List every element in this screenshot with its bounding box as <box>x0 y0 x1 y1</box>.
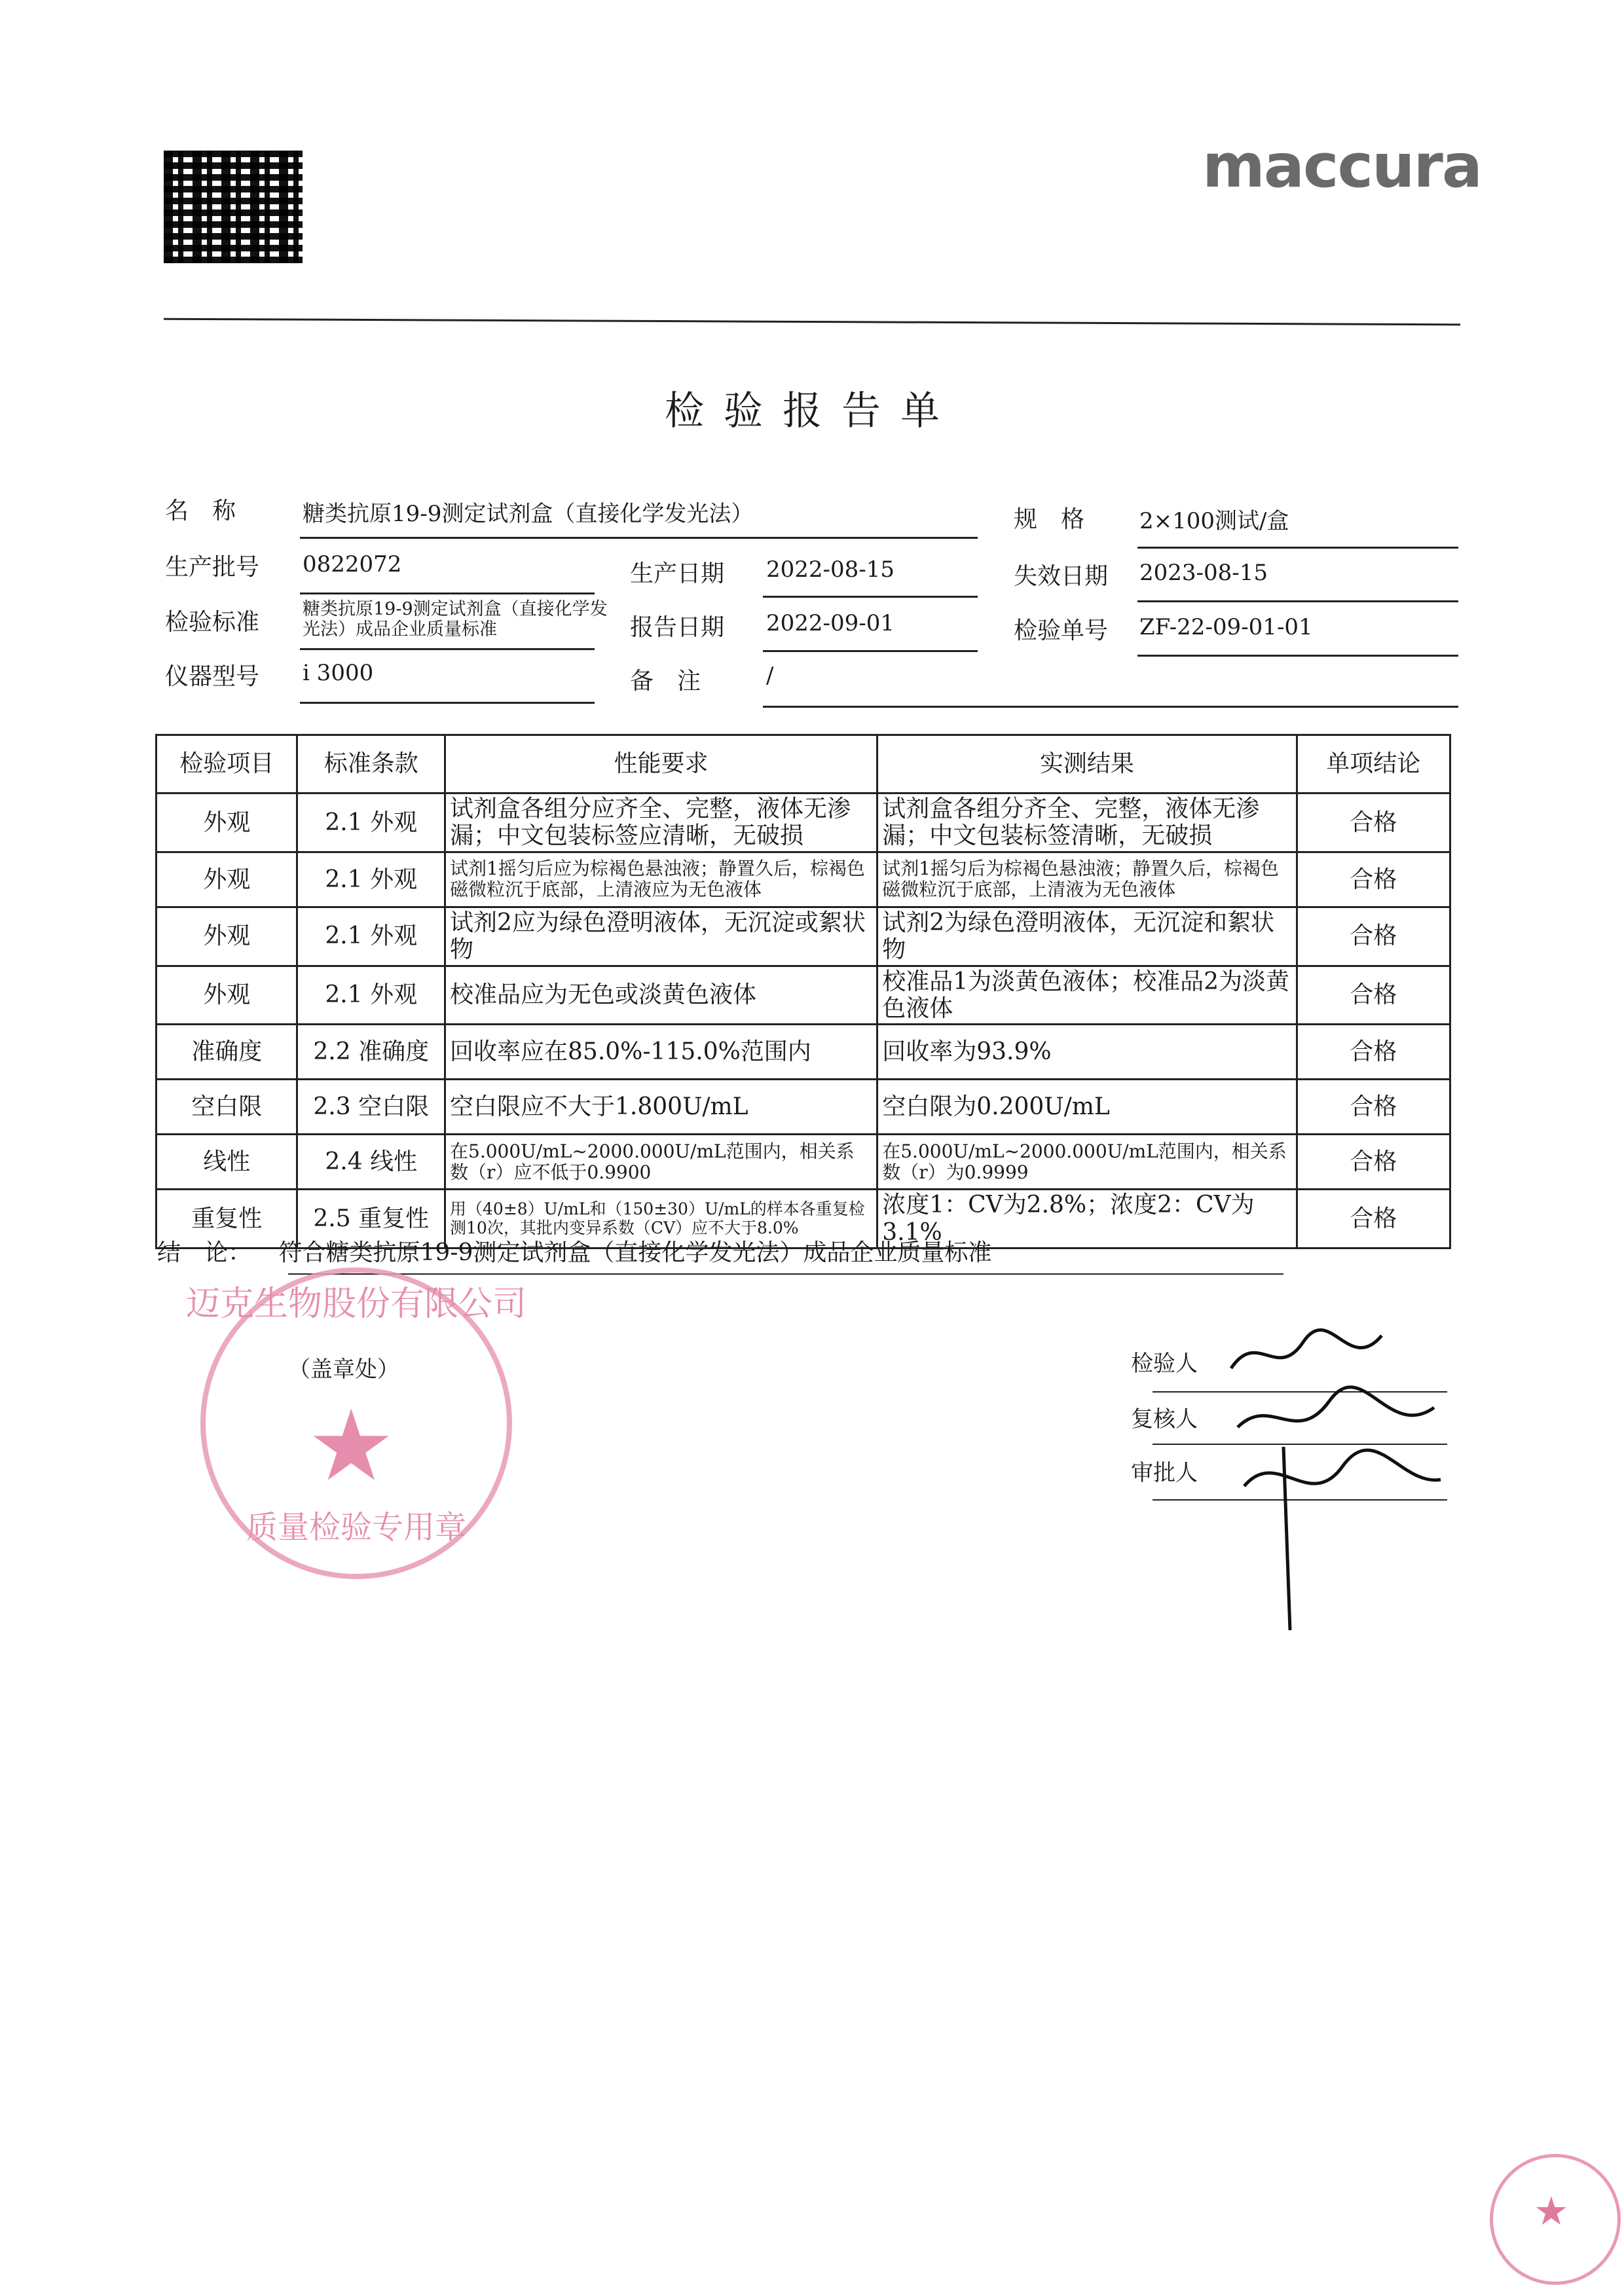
spec-value: 2×100测试/盒 <box>1139 508 1289 534</box>
exp-date: 2023-08-15 <box>1139 560 1268 586</box>
underline <box>300 592 595 594</box>
underline <box>763 650 978 652</box>
header-divider <box>164 318 1460 326</box>
underline <box>300 537 978 539</box>
report-no-label: 检验单号 <box>1014 617 1109 644</box>
clause: 2.1 外观 <box>297 907 445 966</box>
table-row <box>157 1135 1450 1190</box>
instrument-value: i 3000 <box>303 660 374 686</box>
corner-seal <box>1490 2154 1621 2285</box>
requirement: 试剂2应为绿色澄明液体，无沉淀或絮状物 <box>445 907 877 966</box>
exp-date-label: 失效日期 <box>1014 563 1109 590</box>
result: 回收率为93.9% <box>877 1025 1297 1080</box>
lot-value: 0822072 <box>303 551 402 577</box>
star-icon: ★ <box>307 1389 396 1503</box>
instrument-label: 仪器型号 <box>165 663 260 690</box>
clause: 2.1 外观 <box>297 793 445 852</box>
header-result: 实测结果 <box>877 735 1297 793</box>
underline <box>763 596 978 598</box>
item: 准确度 <box>157 1025 297 1080</box>
report-title: 检验报告单 <box>665 388 959 434</box>
conclusion <box>157 1234 991 1267</box>
standard-label: 检验标准 <box>165 609 260 636</box>
requirement: 回收率应在85.0%-115.0%范围内 <box>445 1025 877 1080</box>
qr-code <box>164 151 303 263</box>
item: 外观 <box>157 966 297 1025</box>
item: 外观 <box>157 852 297 907</box>
verdict: 合格 <box>1297 966 1450 1025</box>
company-logo: maccura <box>1202 131 1481 201</box>
header-clause: 标准条款 <box>297 735 445 793</box>
requirement: 空白限应不大于1.800U/mL <box>445 1080 877 1135</box>
verdict: 合格 <box>1297 852 1450 907</box>
conclusion-text: 符合糖类抗原19-9测定试剂盒（直接化学发光法）成品企业质量标准 <box>278 1239 992 1266</box>
requirement: 在5.000U/mL~2000.000U/mL范围内，相关系数（r）应不低于0.9900 <box>445 1135 877 1190</box>
seal-purpose: 质量检验专用章 <box>246 1509 466 1546</box>
lot-label: 生产批号 <box>165 554 260 581</box>
underline <box>300 648 595 650</box>
requirement: 试剂盒各组分应齐全、完整，液体无渗漏；中文包装标签应清晰，无破损 <box>445 793 877 852</box>
result: 空白限为0.200U/mL <box>877 1080 1297 1135</box>
verdict: 合格 <box>1297 1025 1450 1080</box>
report-date-label: 报告日期 <box>630 614 725 641</box>
item: 外观 <box>157 793 297 852</box>
table-row <box>157 907 1450 966</box>
item: 外观 <box>157 907 297 966</box>
mfg-date-label: 生产日期 <box>630 560 725 587</box>
handwritten-signatures <box>1218 1316 1467 1643</box>
clause: 2.1 外观 <box>297 852 445 907</box>
clause: 2.5 重复性 <box>297 1190 445 1248</box>
requirement: 用（40±8）U/mL和（150±30）U/mL的样本各重复检测10次，其批内变异系数（CV）应不大于8.0% <box>445 1190 877 1248</box>
report-no: ZF-22-09-01-01 <box>1139 614 1313 640</box>
verdict: 合格 <box>1297 907 1450 966</box>
seal-area-label: （盖章处） <box>288 1357 399 1383</box>
mfg-date: 2022-08-15 <box>766 556 895 583</box>
verdict: 合格 <box>1297 1080 1450 1135</box>
table-row <box>157 1080 1450 1135</box>
requirement: 校准品应为无色或淡黄色液体 <box>445 966 877 1025</box>
inspector-label: 检验人 <box>1131 1351 1198 1377</box>
verdict: 合格 <box>1297 793 1450 852</box>
name-label: 名 称 <box>165 498 236 524</box>
header-verdict: 单项结论 <box>1297 735 1450 793</box>
underline <box>763 706 1458 708</box>
note-value: / <box>766 663 774 689</box>
underline <box>288 1273 1283 1275</box>
standard-value: 糖类抗原19-9测定试剂盒（直接化学发光法）成品企业质量标准 <box>303 599 608 640</box>
underline <box>1137 655 1458 657</box>
clause: 2.2 准确度 <box>297 1025 445 1080</box>
seal-company: 迈克生物股份有限公司 <box>186 1285 527 1324</box>
note-label: 备 注 <box>630 668 701 695</box>
item: 线性 <box>157 1135 297 1190</box>
item: 重复性 <box>157 1190 297 1248</box>
table-header-row <box>157 735 1450 793</box>
result: 浓度1：CV为2.8%；浓度2：CV为3.1% <box>877 1190 1297 1248</box>
result: 试剂2为绿色澄明液体，无沉淀和絮状物 <box>877 907 1297 966</box>
underline <box>1137 600 1458 602</box>
verdict: 合格 <box>1297 1135 1450 1190</box>
result: 试剂盒各组分齐全、完整，液体无渗漏；中文包装标签清晰，无破损 <box>877 793 1297 852</box>
clause: 2.1 外观 <box>297 966 445 1025</box>
table-row <box>157 793 1450 852</box>
underline <box>1137 547 1458 549</box>
reviewer-label: 复核人 <box>1131 1406 1198 1432</box>
spec-label: 规 格 <box>1014 506 1085 533</box>
clause: 2.3 空白限 <box>297 1080 445 1135</box>
item: 空白限 <box>157 1080 297 1135</box>
header-requirement: 性能要求 <box>445 735 877 793</box>
star-icon: ★ <box>1534 2189 1569 2234</box>
requirement: 试剂1摇匀后应为棕褐色悬浊液；静置久后，棕褐色磁微粒沉于底部，上清液应为无色液体 <box>445 852 877 907</box>
result: 校准品1为淡黄色液体；校准品2为淡黄色液体 <box>877 966 1297 1025</box>
result: 在5.000U/mL~2000.000U/mL范围内，相关系数（r）为0.9999 <box>877 1135 1297 1190</box>
report-date: 2022-09-01 <box>766 610 895 636</box>
table-row <box>157 966 1450 1025</box>
table-row <box>157 1025 1450 1080</box>
header-item: 检验项目 <box>157 735 297 793</box>
company-seal <box>186 1267 527 1579</box>
inspection-table <box>155 734 1451 1249</box>
clause: 2.4 线性 <box>297 1135 445 1190</box>
conclusion-label: 结 论： <box>157 1239 252 1266</box>
table-row <box>157 852 1450 907</box>
verdict: 合格 <box>1297 1190 1450 1248</box>
result: 试剂1摇匀后为棕褐色悬浊液；静置久后，棕褐色磁微粒沉于底部，上清液为无色液体 <box>877 852 1297 907</box>
approver-label: 审批人 <box>1131 1460 1198 1486</box>
underline <box>300 702 595 704</box>
product-name: 糖类抗原19-9测定试剂盒（直接化学发光法） <box>303 501 754 527</box>
